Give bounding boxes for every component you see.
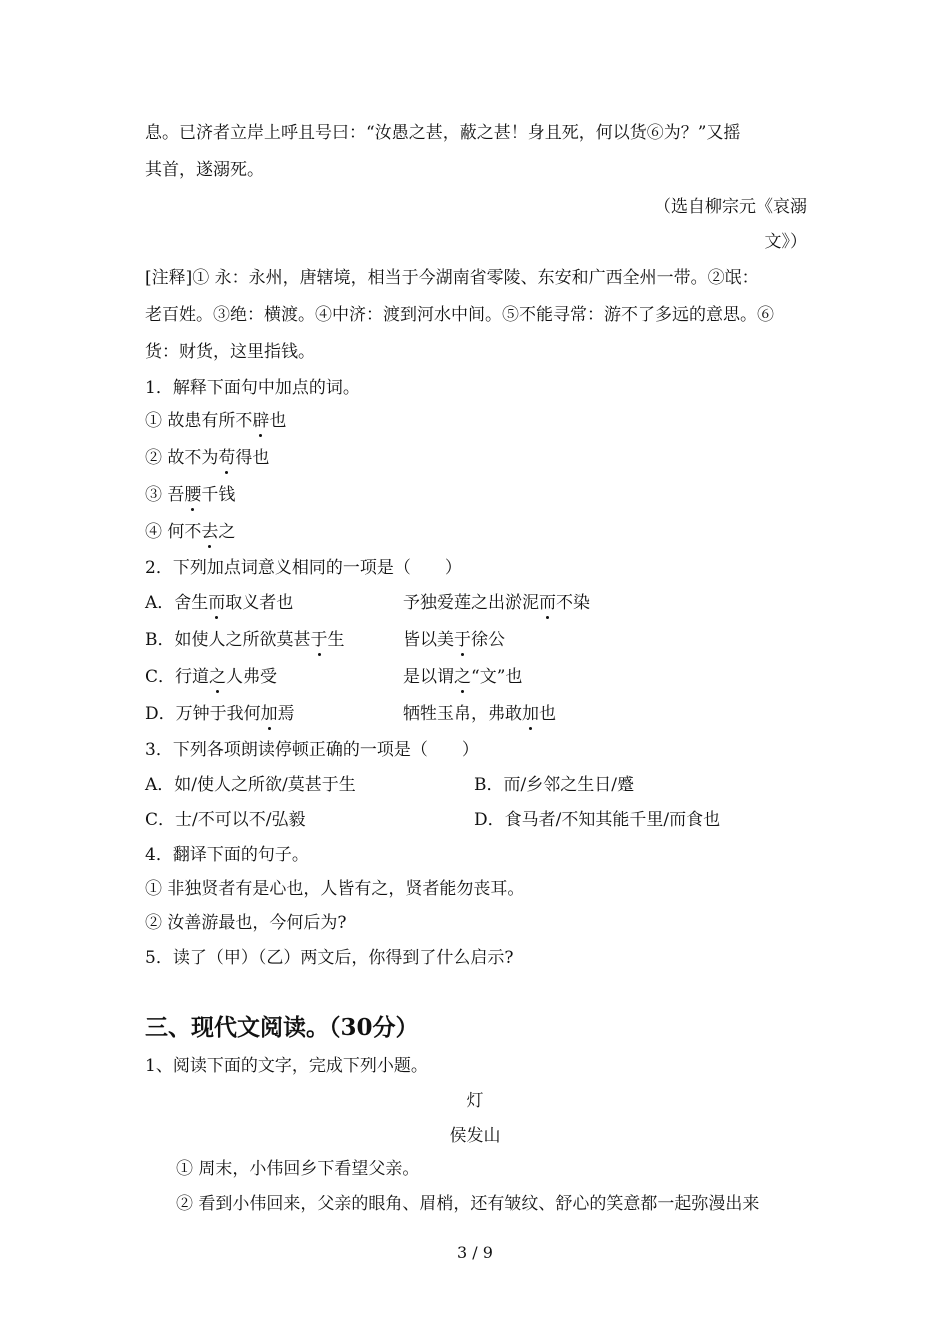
article-paragraph-2: ② 看到小伟回来，父亲的眼角、眉梢，还有皱纹、舒心的笑意都一起弥漫出来 (176, 1194, 760, 1214)
question-2-stem: 2．下列加点词意义相同的一项是（ ） (145, 558, 462, 578)
question-2-option-d: D．万钟于我何加焉 (145, 704, 295, 724)
question-2-option-b: B．如使人之所欲莫甚于生 (145, 630, 345, 650)
question-4-sentence-1: ① 非独贤者有是心也，人皆有之，贤者能勿丧耳。 (145, 879, 525, 899)
question-1-item-3: ③ 吾腰千钱 (145, 485, 236, 505)
source-line-1: （选自柳宗元《哀溺 (654, 197, 807, 217)
question-4-stem: 4．翻译下面的句子。 (145, 845, 309, 865)
question-1-item-2: ② 故不为苟得也 (145, 448, 270, 468)
question-3-option-b: B．而/乡邻之生日/蹙 (474, 775, 634, 795)
question-2-option-d-right: 牺牲玉帛，弗敢加也 (403, 704, 556, 724)
question-1-item-4: ④ 何不去之 (145, 522, 236, 542)
question-3-option-a: A．如/使人之所欲/莫甚于生 (145, 775, 356, 795)
question-2-option-c-right: 是以谓之“文”也 (403, 667, 523, 687)
passage-line-1: 息。已济者立岸上呼且号曰：“汝愚之甚，蔽之甚！身且死，何以货⑥为？”又摇 (145, 123, 741, 143)
annotation-line-3: 货：财货，这里指钱。 (145, 342, 315, 362)
passage-line-2: 其首，遂溺死。 (145, 160, 264, 180)
question-2-option-a-right: 予独爱莲之出淤泥而不染 (403, 593, 590, 613)
source-line-2: 文》） (764, 232, 807, 252)
question-1-item-1: ① 故患有所不辟也 (145, 411, 287, 431)
annotation-line-1: [注释]① 永：永州，唐辖境，相当于今湖南省零陵、东安和广西全州一带。②氓： (145, 268, 759, 288)
question-1-stem: 1．解释下面句中加点的词。 (145, 378, 360, 398)
question-3-option-c: C．士/不可以不/弘毅 (145, 810, 306, 830)
annotation-line-2: 老百姓。③绝：横渡。④中济：渡到河水中间。⑤不能寻常：游不了多远的意思。⑥ (145, 305, 774, 325)
question-3-option-d: D．食马者/不知其能千里/而食也 (474, 810, 721, 830)
section-3-intro: 1、阅读下面的文字，完成下列小题。 (145, 1056, 428, 1076)
question-3-stem: 3．下列各项朗读停顿正确的一项是（ ） (145, 740, 479, 760)
article-title: 灯 (466, 1091, 484, 1111)
page-number: 3 / 9 (457, 1243, 493, 1262)
question-4-sentence-2: ② 汝善游最也，今何后为? (145, 913, 347, 933)
question-5-stem: 5．读了（甲）（乙）两文后，你得到了什么启示? (145, 948, 514, 968)
article-paragraph-1: ① 周末，小伟回乡下看望父亲。 (176, 1159, 420, 1179)
section-3-heading: 三、现代文阅读。（30分） (145, 1014, 419, 1041)
article-author: 侯发山 (449, 1126, 501, 1146)
question-2-option-b-right: 皆以美于徐公 (403, 630, 505, 650)
question-2-option-a: A．舍生而取义者也 (145, 593, 294, 613)
question-2-option-c: C．行道之人弗受 (145, 667, 278, 687)
